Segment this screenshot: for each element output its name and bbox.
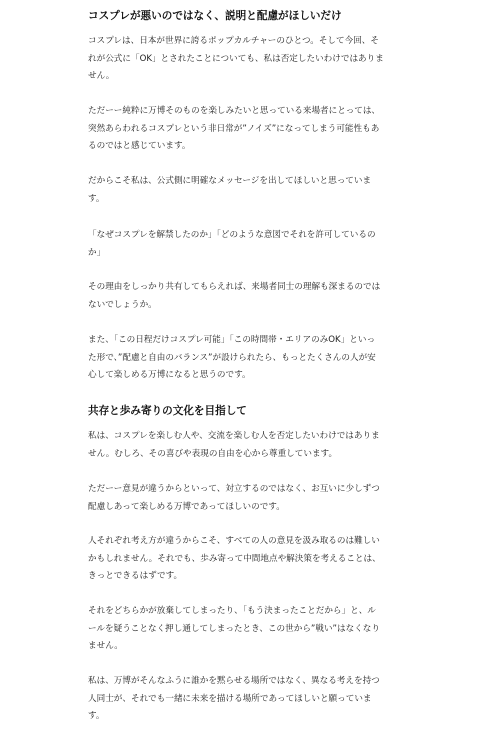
paragraph-2-5 <box>88 673 403 726</box>
paragraph-1-2 <box>88 103 403 156</box>
section-heading-1: コスプレが悪いのではなく、説明と配慮がほしいだけ <box>88 10 342 22</box>
paragraph-line: 心して楽しめる万博になると思うのです。 <box>88 370 251 380</box>
section-heading-2: 共存と歩み寄りの文化を目指して <box>88 405 247 417</box>
paragraph-line: 突然あらわれるコスプレという非日常が”ノイズ”になってしまう可能性もあ <box>88 123 380 134</box>
paragraph-line: るのではと感じています。 <box>88 141 191 151</box>
paragraph-line: か」 <box>88 247 106 258</box>
paragraph-line: す。 <box>88 711 105 721</box>
paragraph-2-2 <box>88 481 403 516</box>
paragraph-1-3 <box>88 173 403 208</box>
paragraph-line: ただーー純粋に万博そのものを楽しみたいと思っている来場者にとっては、 <box>88 106 381 116</box>
paragraph-2-1 <box>88 428 403 463</box>
paragraph-1-1 <box>88 33 403 86</box>
paragraph-1-6 <box>88 332 403 385</box>
paragraph-line: ません。 <box>88 641 123 651</box>
paragraph-line: かもしれません。それでも、歩み寄って中間地点や解決策を考えることは、 <box>88 553 381 564</box>
paragraph-line: せん。むしろ、その喜びや表現の自由を心から尊重しています。 <box>88 448 338 459</box>
paragraph-line: 私は、コスプレを楽しむ人や、交流を楽しむ人を否定したいわけではありま <box>88 431 380 441</box>
paragraph-line: す。 <box>88 193 105 204</box>
paragraph-line: それをどちらかが放棄してしまったり、「もう決まったことだから」と、ル <box>88 606 376 616</box>
paragraph-line: 人それぞれ考え方が違うからこそ、すべての人の意見を汲み取るのは難しい <box>88 536 380 546</box>
paragraph-line: その理由をしっかり共有してもらえれば、来場者同士の理解も深まるのでは <box>88 282 381 292</box>
paragraph-line: 「なぜコスプレを解禁したのか」「どのような意図でそれを許可しているの <box>88 230 376 240</box>
paragraph-line: きっとできるはずです。 <box>88 571 183 581</box>
paragraph-line: また、「この日程だけコスプレ可能」「この時間帯・エリアのみOK」といっ <box>88 335 376 345</box>
paragraph-1-4 <box>88 227 403 262</box>
paragraph-2-4 <box>88 603 403 656</box>
paragraph-line: コスプレは、日本が世界に誇るポップカルチャーのひとつ。そして今回、そ <box>88 36 379 46</box>
paragraph-1-5 <box>88 279 403 314</box>
paragraph-line: 人同士が、それでも一緒に未来を描ける場所であってほしいと願っていま <box>88 693 372 704</box>
paragraph-line: ないでしょうか。 <box>88 299 157 310</box>
paragraph-line: だからこそ私は、公式側に明確なメッセージを出してほしいと思っていま <box>88 176 372 186</box>
paragraph-2-3 <box>88 533 403 586</box>
paragraph-line: た形で、”配慮と自由のバランス”が設けられたら、もっとたくさんの人が安 <box>88 352 376 363</box>
paragraph-line: ールを疑うことなく押し通してしまったとき、この世から”戦い”はなくなり <box>88 623 380 634</box>
paragraph-line: せん。 <box>88 71 115 81</box>
paragraph-line: ただーー意見が違うからといって、対立するのではなく、お互いに少しずつ <box>88 484 380 494</box>
paragraph-line: 配慮しあって楽しめる万博であってほしいのです。 <box>88 501 285 512</box>
paragraph-line: 私は、万博がそんなふうに誰かを黙らせる場所ではなく、異なる考えを持つ <box>88 676 380 686</box>
paragraph-line: れが公式に「OK」とされたことについても、私は否定したいわけではありま <box>88 53 384 64</box>
